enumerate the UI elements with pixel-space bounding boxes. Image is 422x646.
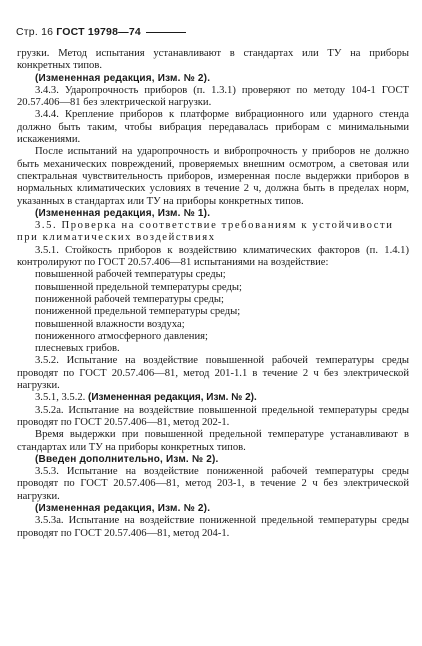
list-item: повышенной влажности воздуха; — [35, 318, 185, 330]
paragraph: 3.4.3. Ударопрочность приборов (п. 1.3.1) проверяют по методу 104-1 ГОСТ 20.57.406—81 без электрической нагрузки. — [17, 84, 409, 109]
list-item: пониженной рабочей температуры среды; — [35, 293, 224, 305]
amendment-note: (Введен дополнительно, Изм. № 2). — [35, 453, 219, 465]
clause-reference: 3.5.1, 3.5.2. — [35, 392, 86, 404]
paragraph: грузки. Метод испытания устанавливают в стандартах или ТУ на приборы конкретных типов. — [17, 48, 409, 72]
amendment-note: (Измененная редакция, Изм. № 2). — [35, 72, 211, 84]
list-item: повышенной предельной температуры среды; — [35, 281, 242, 293]
paragraph: 3.5.2. Испытание на воздействие повышенной рабочей температуры среды проводят по ГОСТ 20.57.406—81, метод 201-1.1 в течение 2 ч без электрической нагрузки. — [17, 355, 409, 392]
standard-number: ГОСТ 19798—74 — [56, 26, 141, 38]
list-item: пониженной предельной температуры среды; — [35, 306, 241, 318]
section-heading: 3.5. Проверка на соответствие требованиям к устойчивости при климатических воздействиях — [17, 220, 394, 244]
amendment-note: (Измененная редакция, Изм. № 1). — [35, 207, 211, 219]
document-body — [17, 48, 409, 540]
paragraph: 3.5.3а. Испытание на воздействие пониженной предельной температуры среды проводят по ГОСТ 20.57.406—81, метод 204-1. — [17, 515, 409, 539]
amendment-note: (Измененная редакция, Изм. № 2). — [35, 502, 211, 514]
page-header — [16, 26, 186, 38]
amendment-line — [17, 392, 409, 404]
paragraph: 3.5.3. Испытание на воздействие пониженной рабочей температуры среды проводят по ГОСТ 20.57.406—81, метод 203-1, в течение 2 ч без электрической нагрузки. — [17, 466, 409, 502]
paragraph: Время выдержки при повышенной предельной температуре устанавливают в стандартах или ТУ на приборы конкретных типов. — [17, 429, 409, 453]
paragraph: 3.5.1. Стойкость приборов к воздействию климатических факторов (п. 1.4.1) контролируют по ГОСТ 20.57.406—81 испытаниями на воздействие: — [17, 244, 409, 269]
list-item: повышенной рабочей температуры среды; — [35, 269, 226, 281]
paragraph: 3.5.2а. Испытание на воздействие повышенной предельной температуры среды проводят по ГОСТ 20.57.406—81, метод 202-1. — [17, 404, 409, 428]
paragraph: После испытаний на ударопрочность и вибропрочность у приборов не должно быть механических повреждений, проверяемых внешним осмотром, а световая или спектральная чувствительность приборов, измеренная после выдержки приборов в нормальных климатических условиях в течение 2 ч, должна быть в пределах норм, указанных в стандартах или ТУ на приборы конкретных типов. — [17, 146, 409, 207]
page-number: Стр. 16 — [16, 26, 54, 38]
paragraph: 3.4.4. Крепление приборов к платформе вибрационного или ударного стенда должно быть таким, чтобы вибрация передавалась приборам с минимальными искажениями. — [17, 109, 409, 146]
header-rule — [146, 32, 186, 33]
list-item: пониженного атмосферного давления; — [35, 330, 208, 342]
list-item: плесневых грибов. — [35, 343, 120, 355]
amendment-note: (Измененная редакция, Изм. № 2). — [87, 392, 257, 404]
